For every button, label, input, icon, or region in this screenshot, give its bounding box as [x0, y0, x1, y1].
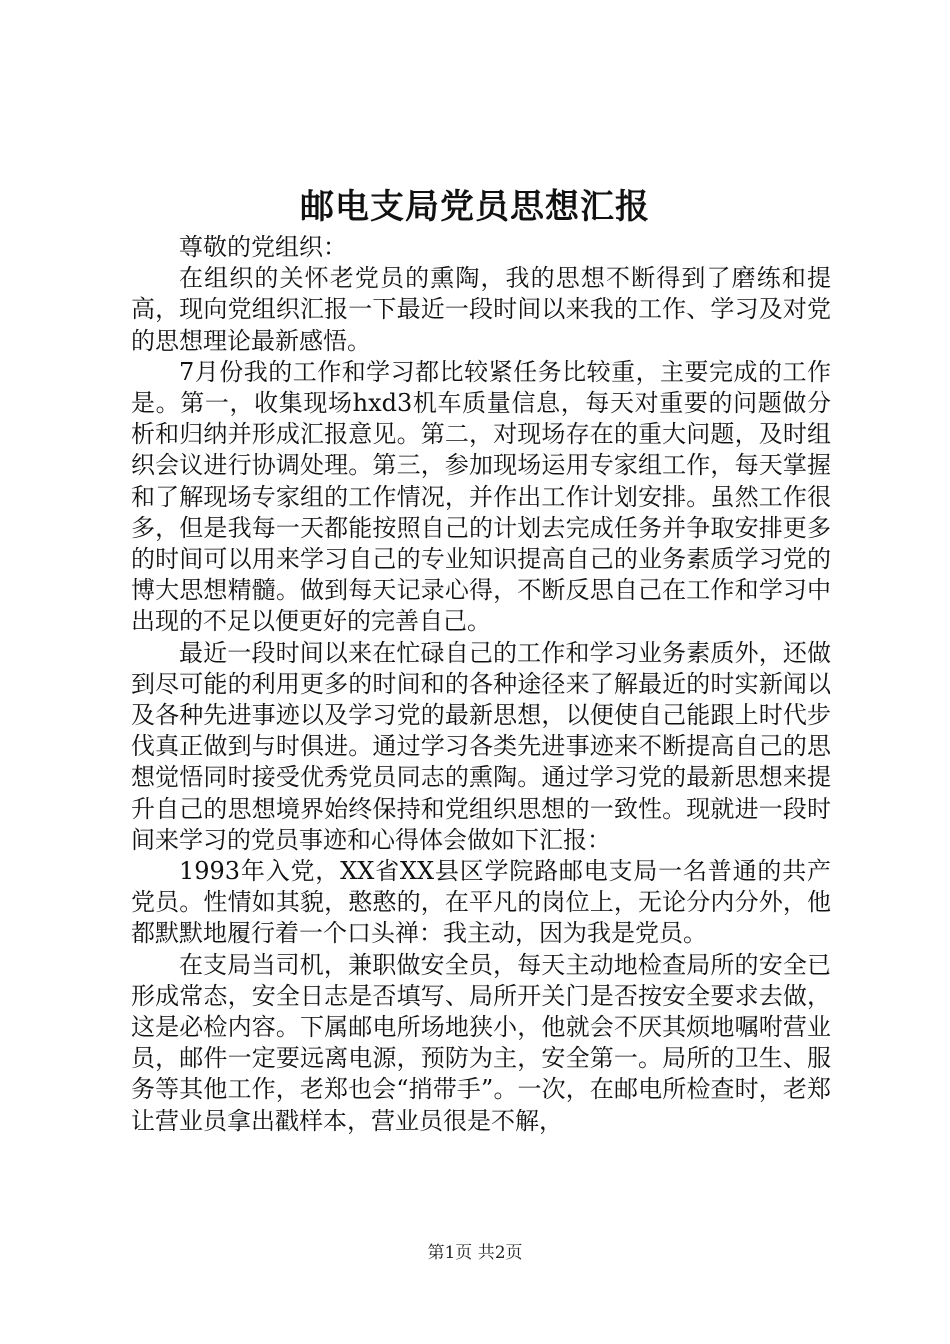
salutation: 尊敬的党组织：	[179, 233, 347, 261]
page-footer: 第1页 共2页	[427, 1243, 523, 1263]
paragraph: 在支局当司机，兼职做安全员，每天主动地检查局所的安全已形成常态，安全日志是否填写、局所开关门是否按安全要求去做，这是必检内容。下属邮电所场地狭小，他就会不厌其烦地嘱咐营业员，邮件一定要远离电源，预防为主，安全第一。局所的卫生、服务等其他工作，老郑也会“捎带手”。一次，在邮电所检查时，老郑让营业员拿出戳样本，营业员很是不解，	[131, 950, 831, 1135]
paragraph: 1993年入党，XX省XX县区学院路邮电支局一名普通的共产党员。性情如其貌，憨憨的，在平凡的岗位上，无论分内分外，他都默默地履行着一个口头禅：我主动，因为我是党员。	[131, 857, 831, 948]
paragraph: 在组织的关怀老党员的熏陶，我的思想不断得到了磨练和提高，现向党组织汇报一下最近一段时间以来我的工作、学习及对党的思想理论最新感悟。	[131, 264, 831, 355]
paragraph: 7月份我的工作和学习都比较紧任务比较重，主要完成的工作是。第一，收集现场hxd3机车质量信息，每天对重要的问题做分析和归纳并形成汇报意见。第二，对现场存在的重大问题，及时组织会议进行协调处理。第三，参加现场运用专家组工作，每天掌握和了解现场专家组的工作情况，并作出工作计划安排。虽然工作很多，但是我每一天都能按照自己的计划去完成任务并争取安排更多的时间可以用来学习自己的专业知识提高自己的业务素质学习党的博大思想精髓。做到每天记录心得，不断反思自己在工作和学习中出现的不足以便更好的完善自己。	[131, 357, 831, 636]
page-title: 邮电支局党员思想汇报	[300, 187, 650, 227]
paragraph: 最近一段时间以来在忙碌自己的工作和学习业务素质外，还做到尽可能的利用更多的时间和的各种途径来了解最近的时实新闻以及各种先进事迹以及学习党的最新思想，以便使自己能跟上时代步伐真正做到与时俱进。通过学习各类先进事迹来不断提高自己的思想觉悟同时接受优秀党员同志的熏陶。通过学习党的最新思想来提升自己的思想境界始终保持和党组织思想的一致性。现就进一段时间来学习的党员事迹和心得体会做如下汇报：	[131, 638, 831, 854]
document-body	[131, 232, 831, 1137]
